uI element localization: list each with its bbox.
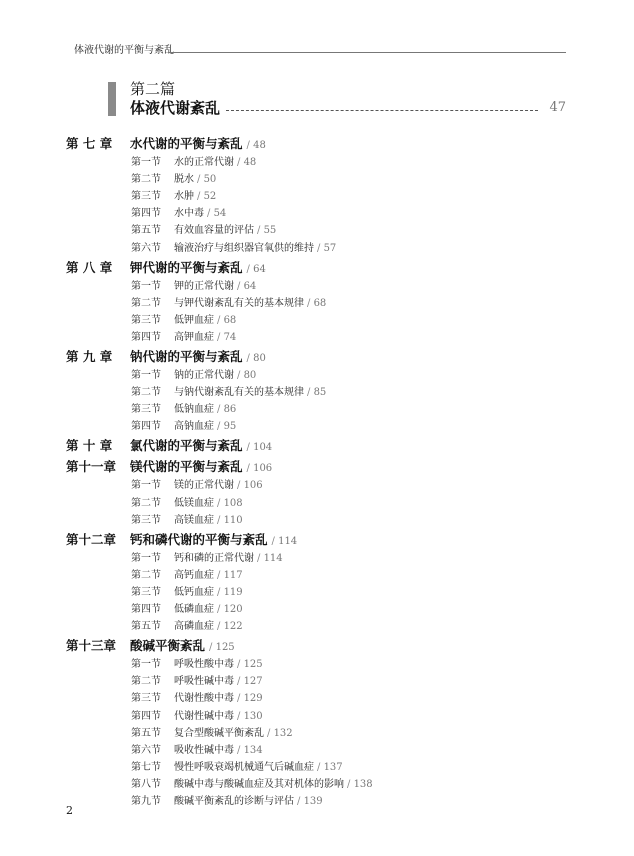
section-number: 第四节: [131, 421, 161, 433]
section-entry: [174, 583, 243, 598]
section-number: 第一节: [131, 480, 161, 492]
section-title: 镁的正常代谢: [174, 480, 234, 492]
page-separator: /: [237, 157, 244, 168]
section-number: 第一节: [131, 659, 161, 671]
section-entry: [174, 239, 336, 254]
section-page-number: 108: [223, 497, 243, 509]
section-entry: [174, 204, 226, 219]
section-title: 代谢性酸中毒: [174, 693, 234, 705]
section-row: [0, 600, 634, 615]
section-page-ref: [217, 421, 236, 432]
section-number: 第三节: [131, 693, 161, 705]
chapter-entry: [130, 258, 266, 276]
section-entry: [174, 153, 256, 168]
section-page-number: 122: [223, 621, 243, 633]
section-entry: [174, 511, 243, 526]
section-number: 第四节: [131, 604, 161, 615]
chapter-page-ref: [247, 442, 273, 453]
section-row: [0, 204, 634, 219]
chapter-row: [0, 134, 634, 152]
section-entry: [174, 311, 236, 326]
section-entry: [174, 655, 263, 670]
section-entry: [174, 476, 263, 491]
section-row: [0, 221, 634, 236]
section-title: 高镁血症: [174, 514, 214, 526]
chapter-entry: [130, 134, 266, 152]
section-entry: [174, 600, 243, 615]
page-separator: /: [257, 225, 264, 237]
section-title: 高钠血症: [174, 421, 214, 433]
section-number: 第四节: [131, 710, 161, 722]
section-page-number: 68: [313, 297, 327, 309]
section-row: [0, 566, 634, 581]
chapter-page-ref: [209, 642, 235, 653]
page-separator: /: [246, 140, 254, 151]
section-page-ref: [347, 779, 373, 790]
chapter-number: 第十一章: [66, 459, 117, 475]
section-page-ref: [297, 796, 323, 807]
chapter-title: 酸碱平衡紊乱: [130, 638, 206, 654]
section-page-number: 120: [223, 604, 243, 615]
chapter-row: [0, 530, 634, 548]
section-entry: [174, 672, 263, 687]
chapter-number: 第 九 章: [66, 349, 113, 364]
section-number: 第二节: [131, 174, 161, 186]
section-page-ref: [217, 621, 243, 632]
section-number: 第八节: [131, 778, 161, 790]
section-row: [0, 383, 634, 398]
chapter-title: 氯代谢的平衡与紊乱: [130, 438, 243, 454]
chapter-page-number: 114: [278, 535, 298, 547]
chapter-number: 第 八 章: [66, 259, 113, 275]
section-page-number: 129: [243, 693, 263, 705]
page-separator: /: [347, 778, 354, 790]
section-page-ref: [237, 659, 263, 670]
section-page-ref: [237, 370, 256, 381]
chapter-number: 第 七 章: [66, 136, 113, 151]
chapter-page-number: 80: [253, 353, 266, 364]
section-row: [0, 511, 634, 526]
section-title: 低钠血症: [174, 404, 214, 416]
section-page-number: 68: [223, 314, 237, 326]
section-title: 与钾代谢紊乱有关的基本规律: [174, 297, 304, 309]
part-page-number: 47: [549, 100, 566, 115]
section-title: 低磷血症: [174, 604, 214, 615]
section-entry: [174, 294, 326, 309]
section-page-number: 114: [263, 552, 283, 564]
section-number: 第三节: [131, 514, 161, 526]
section-page-number: 125: [243, 659, 263, 671]
section-title: 钠的正常代谢: [174, 370, 234, 381]
section-title: 低钾血症: [174, 314, 214, 326]
section-row: [0, 170, 634, 185]
section-title: 钙和磷的正常代谢: [174, 552, 254, 564]
section-page-number: 85: [313, 387, 327, 399]
section-row: [0, 775, 634, 790]
page-separator: /: [307, 297, 314, 309]
section-row: [0, 153, 634, 168]
section-entry: [174, 792, 323, 807]
section-page-ref: [217, 315, 236, 326]
page-separator: /: [237, 480, 244, 492]
section-entry: [174, 707, 263, 722]
section-title: 水中毒: [174, 208, 204, 220]
section-row: [0, 724, 634, 739]
section-number: 第二节: [131, 387, 161, 399]
section-page-ref: [197, 191, 216, 202]
section-number: 第一节: [131, 552, 161, 564]
section-number: 第四节: [131, 208, 161, 220]
section-page-number: 74: [223, 331, 237, 343]
section-row: [0, 417, 634, 432]
chapter-number: 第 十 章: [66, 438, 113, 454]
section-page-number: 139: [303, 796, 323, 807]
section-row: [0, 294, 634, 309]
section-page-ref: [237, 676, 263, 687]
chapter-entry: [130, 347, 266, 365]
section-page-ref: [237, 711, 263, 722]
section-entry: [174, 724, 293, 739]
page-separator: /: [217, 421, 224, 433]
chapter-page-ref: [272, 536, 298, 547]
section-row: [0, 549, 634, 564]
section-row: [0, 328, 634, 343]
running-header-title: 体液代谢的平衡与紊乱: [74, 45, 174, 56]
section-page-number: 57: [323, 242, 337, 254]
page-separator: /: [237, 676, 244, 688]
section-number: 第一节: [131, 370, 161, 381]
section-page-number: 127: [243, 676, 263, 688]
page-separator: /: [217, 331, 224, 343]
section-row: [0, 494, 634, 509]
page-separator: /: [237, 280, 244, 292]
section-entry: [174, 689, 263, 704]
page-separator: /: [217, 497, 224, 509]
section-number: 第六节: [131, 242, 161, 254]
section-row: [0, 476, 634, 491]
section-number: 第三节: [131, 191, 161, 203]
section-row: [0, 366, 634, 381]
section-row: [0, 707, 634, 722]
section-row: [0, 583, 634, 598]
chapter-number: 第十二章: [66, 531, 117, 547]
chapter-title: 钙和磷代谢的平衡与紊乱: [130, 531, 268, 547]
chapter-entry: [130, 436, 272, 454]
section-title: 钾的正常代谢: [174, 280, 234, 292]
section-title: 水肿: [174, 191, 194, 203]
section-number: 第三节: [131, 586, 161, 598]
section-entry: [174, 758, 343, 773]
chapter-row: [0, 436, 634, 454]
section-page-number: 117: [223, 569, 243, 581]
chapter-page-ref: [247, 463, 273, 474]
section-title: 呼吸性酸中毒: [174, 659, 234, 671]
page-separator: /: [246, 463, 254, 475]
section-row: [0, 617, 634, 632]
section-entry: [174, 494, 243, 509]
part-label: 第二篇: [130, 80, 176, 98]
section-page-number: 52: [203, 191, 217, 203]
section-page-number: 119: [223, 586, 243, 598]
section-title: 酸碱中毒与酸碱血症及其对机体的影响: [174, 778, 344, 790]
section-entry: [174, 383, 326, 398]
section-page-number: 138: [353, 778, 373, 790]
section-title: 呼吸性碱中毒: [174, 676, 234, 688]
section-number: 第三节: [131, 314, 161, 326]
chapter-page-ref: [247, 140, 266, 151]
section-page-ref: [217, 570, 243, 581]
section-entry: [174, 366, 256, 381]
section-page-number: 95: [223, 421, 237, 433]
page-separator: /: [297, 796, 304, 807]
section-entry: [174, 417, 236, 432]
section-page-ref: [217, 332, 236, 343]
page-separator: /: [257, 552, 264, 564]
section-number: 第二节: [131, 497, 161, 509]
chapter-row: [0, 636, 634, 654]
page-separator: /: [317, 761, 324, 773]
section-number: 第七节: [131, 761, 161, 773]
section-page-ref: [197, 174, 216, 185]
section-number: 第二节: [131, 297, 161, 309]
page-separator: /: [246, 353, 254, 364]
section-entry: [174, 549, 283, 564]
chapter-entry: [130, 530, 297, 548]
section-page-ref: [257, 553, 283, 564]
section-entry: [174, 741, 263, 756]
chapter-row: [0, 258, 634, 276]
section-row: [0, 741, 634, 756]
section-page-number: 48: [243, 157, 257, 168]
section-row: [0, 758, 634, 773]
chapter-page-number: 48: [253, 140, 266, 151]
chapter-title: 水代谢的平衡与紊乱: [130, 136, 243, 151]
part-title: 体液代谢紊乱: [130, 99, 221, 117]
section-entry: [174, 277, 256, 292]
chapter-entry: [130, 636, 235, 654]
page-separator: /: [217, 514, 224, 526]
section-entry: [174, 617, 243, 632]
section-page-ref: [217, 604, 243, 615]
section-row: [0, 689, 634, 704]
chapter-number: 第十三章: [66, 638, 117, 654]
section-entry: [174, 566, 243, 581]
section-page-number: 106: [243, 480, 263, 492]
page-separator: /: [267, 727, 274, 739]
section-row: [0, 792, 634, 807]
section-page-ref: [217, 515, 243, 526]
chapter-entry: [130, 457, 272, 475]
page-separator: /: [237, 659, 244, 671]
section-page-ref: [307, 387, 326, 398]
chapter-title: 钠代谢的平衡与紊乱: [130, 349, 243, 364]
section-row: [0, 239, 634, 254]
section-title: 输液治疗与组织器官氧供的维持: [174, 242, 314, 254]
page-separator: /: [237, 370, 244, 381]
chapter-page-ref: [247, 264, 266, 275]
page-separator: /: [217, 569, 224, 581]
section-page-ref: [317, 762, 343, 773]
section-page-number: 110: [223, 514, 243, 526]
page-separator: /: [271, 535, 279, 547]
section-page-ref: [217, 587, 243, 598]
page-separator: /: [209, 642, 216, 654]
page-separator: /: [246, 442, 254, 454]
section-entry: [174, 400, 236, 415]
section-page-number: 64: [243, 280, 257, 292]
page-folio: 2: [66, 804, 73, 817]
chapter-page-number: 64: [253, 263, 266, 275]
page-separator: /: [217, 314, 224, 326]
section-title: 高钾血症: [174, 331, 214, 343]
page-separator: /: [197, 174, 204, 186]
section-row: [0, 311, 634, 326]
chapter-page-number: 125: [215, 642, 235, 654]
section-title: 有效血容量的评估: [174, 225, 254, 237]
section-entry: [174, 187, 216, 202]
section-page-number: 132: [273, 727, 293, 739]
section-number: 第一节: [131, 157, 161, 168]
section-page-ref: [257, 225, 276, 236]
page-separator: /: [207, 208, 214, 220]
section-page-ref: [317, 243, 336, 254]
page-separator: /: [197, 191, 204, 203]
section-title: 慢性呼吸衰竭机械通气后碱血症: [174, 761, 314, 773]
section-title: 吸收性碱中毒: [174, 744, 234, 756]
section-row: [0, 655, 634, 670]
section-page-number: 130: [243, 710, 263, 722]
page-separator: /: [217, 586, 224, 598]
section-number: 第一节: [131, 280, 161, 292]
page-separator: /: [237, 693, 244, 705]
section-number: 第五节: [131, 225, 161, 237]
section-title: 低镁血症: [174, 497, 214, 509]
section-page-number: 134: [243, 744, 263, 756]
section-title: 代谢性碱中毒: [174, 710, 234, 722]
section-page-ref: [307, 298, 326, 309]
section-title: 脱水: [174, 174, 194, 186]
section-page-number: 50: [203, 174, 217, 186]
page-separator: /: [237, 744, 244, 756]
section-page-number: 80: [243, 370, 257, 381]
section-entry: [174, 221, 276, 236]
section-page-ref: [237, 157, 256, 168]
section-page-ref: [237, 480, 263, 491]
page-separator: /: [217, 404, 224, 416]
chapter-page-number: 104: [253, 442, 273, 454]
chapter-title: 镁代谢的平衡与紊乱: [130, 459, 243, 475]
section-number: 第二节: [131, 676, 161, 688]
page-separator: /: [307, 387, 314, 399]
page-separator: /: [237, 710, 244, 722]
section-number: 第六节: [131, 744, 161, 756]
section-title: 酸碱平衡紊乱的诊断与评估: [174, 796, 294, 807]
section-row: [0, 277, 634, 292]
section-page-number: 54: [213, 208, 227, 220]
section-number: 第九节: [131, 796, 161, 807]
chapter-row: [0, 457, 634, 475]
section-page-number: 86: [223, 404, 237, 416]
section-entry: [174, 170, 216, 185]
chapter-title: 钾代谢的平衡与紊乱: [130, 259, 243, 275]
section-page-ref: [207, 208, 226, 219]
section-row: [0, 400, 634, 415]
section-page-ref: [267, 728, 293, 739]
section-page-ref: [237, 693, 263, 704]
section-title: 高磷血症: [174, 621, 214, 633]
section-page-ref: [237, 281, 256, 292]
section-page-number: 55: [263, 225, 277, 237]
section-row: [0, 672, 634, 687]
section-page-ref: [217, 498, 243, 509]
section-page-number: 137: [323, 761, 343, 773]
section-page-ref: [217, 404, 236, 415]
chapter-page-ref: [247, 353, 266, 364]
chapter-row: [0, 347, 634, 365]
section-title: 高钙血症: [174, 569, 214, 581]
page-separator: /: [217, 621, 224, 633]
section-number: 第五节: [131, 727, 161, 739]
section-number: 第三节: [131, 404, 161, 416]
section-row: [0, 187, 634, 202]
section-title: 水的正常代谢: [174, 157, 234, 168]
section-number: 第二节: [131, 569, 161, 581]
page-separator: /: [217, 604, 224, 615]
chapter-page-number: 106: [253, 463, 273, 475]
section-entry: [174, 775, 373, 790]
page-separator: /: [246, 263, 254, 275]
section-number: 第四节: [131, 331, 161, 343]
section-entry: [174, 328, 236, 343]
section-page-ref: [237, 745, 263, 756]
section-title: 与钠代谢紊乱有关的基本规律: [174, 387, 304, 399]
page-separator: /: [317, 242, 324, 254]
section-title: 低钙血症: [174, 586, 214, 598]
section-title: 复合型酸碱平衡紊乱: [174, 727, 264, 739]
section-number: 第五节: [131, 621, 161, 633]
